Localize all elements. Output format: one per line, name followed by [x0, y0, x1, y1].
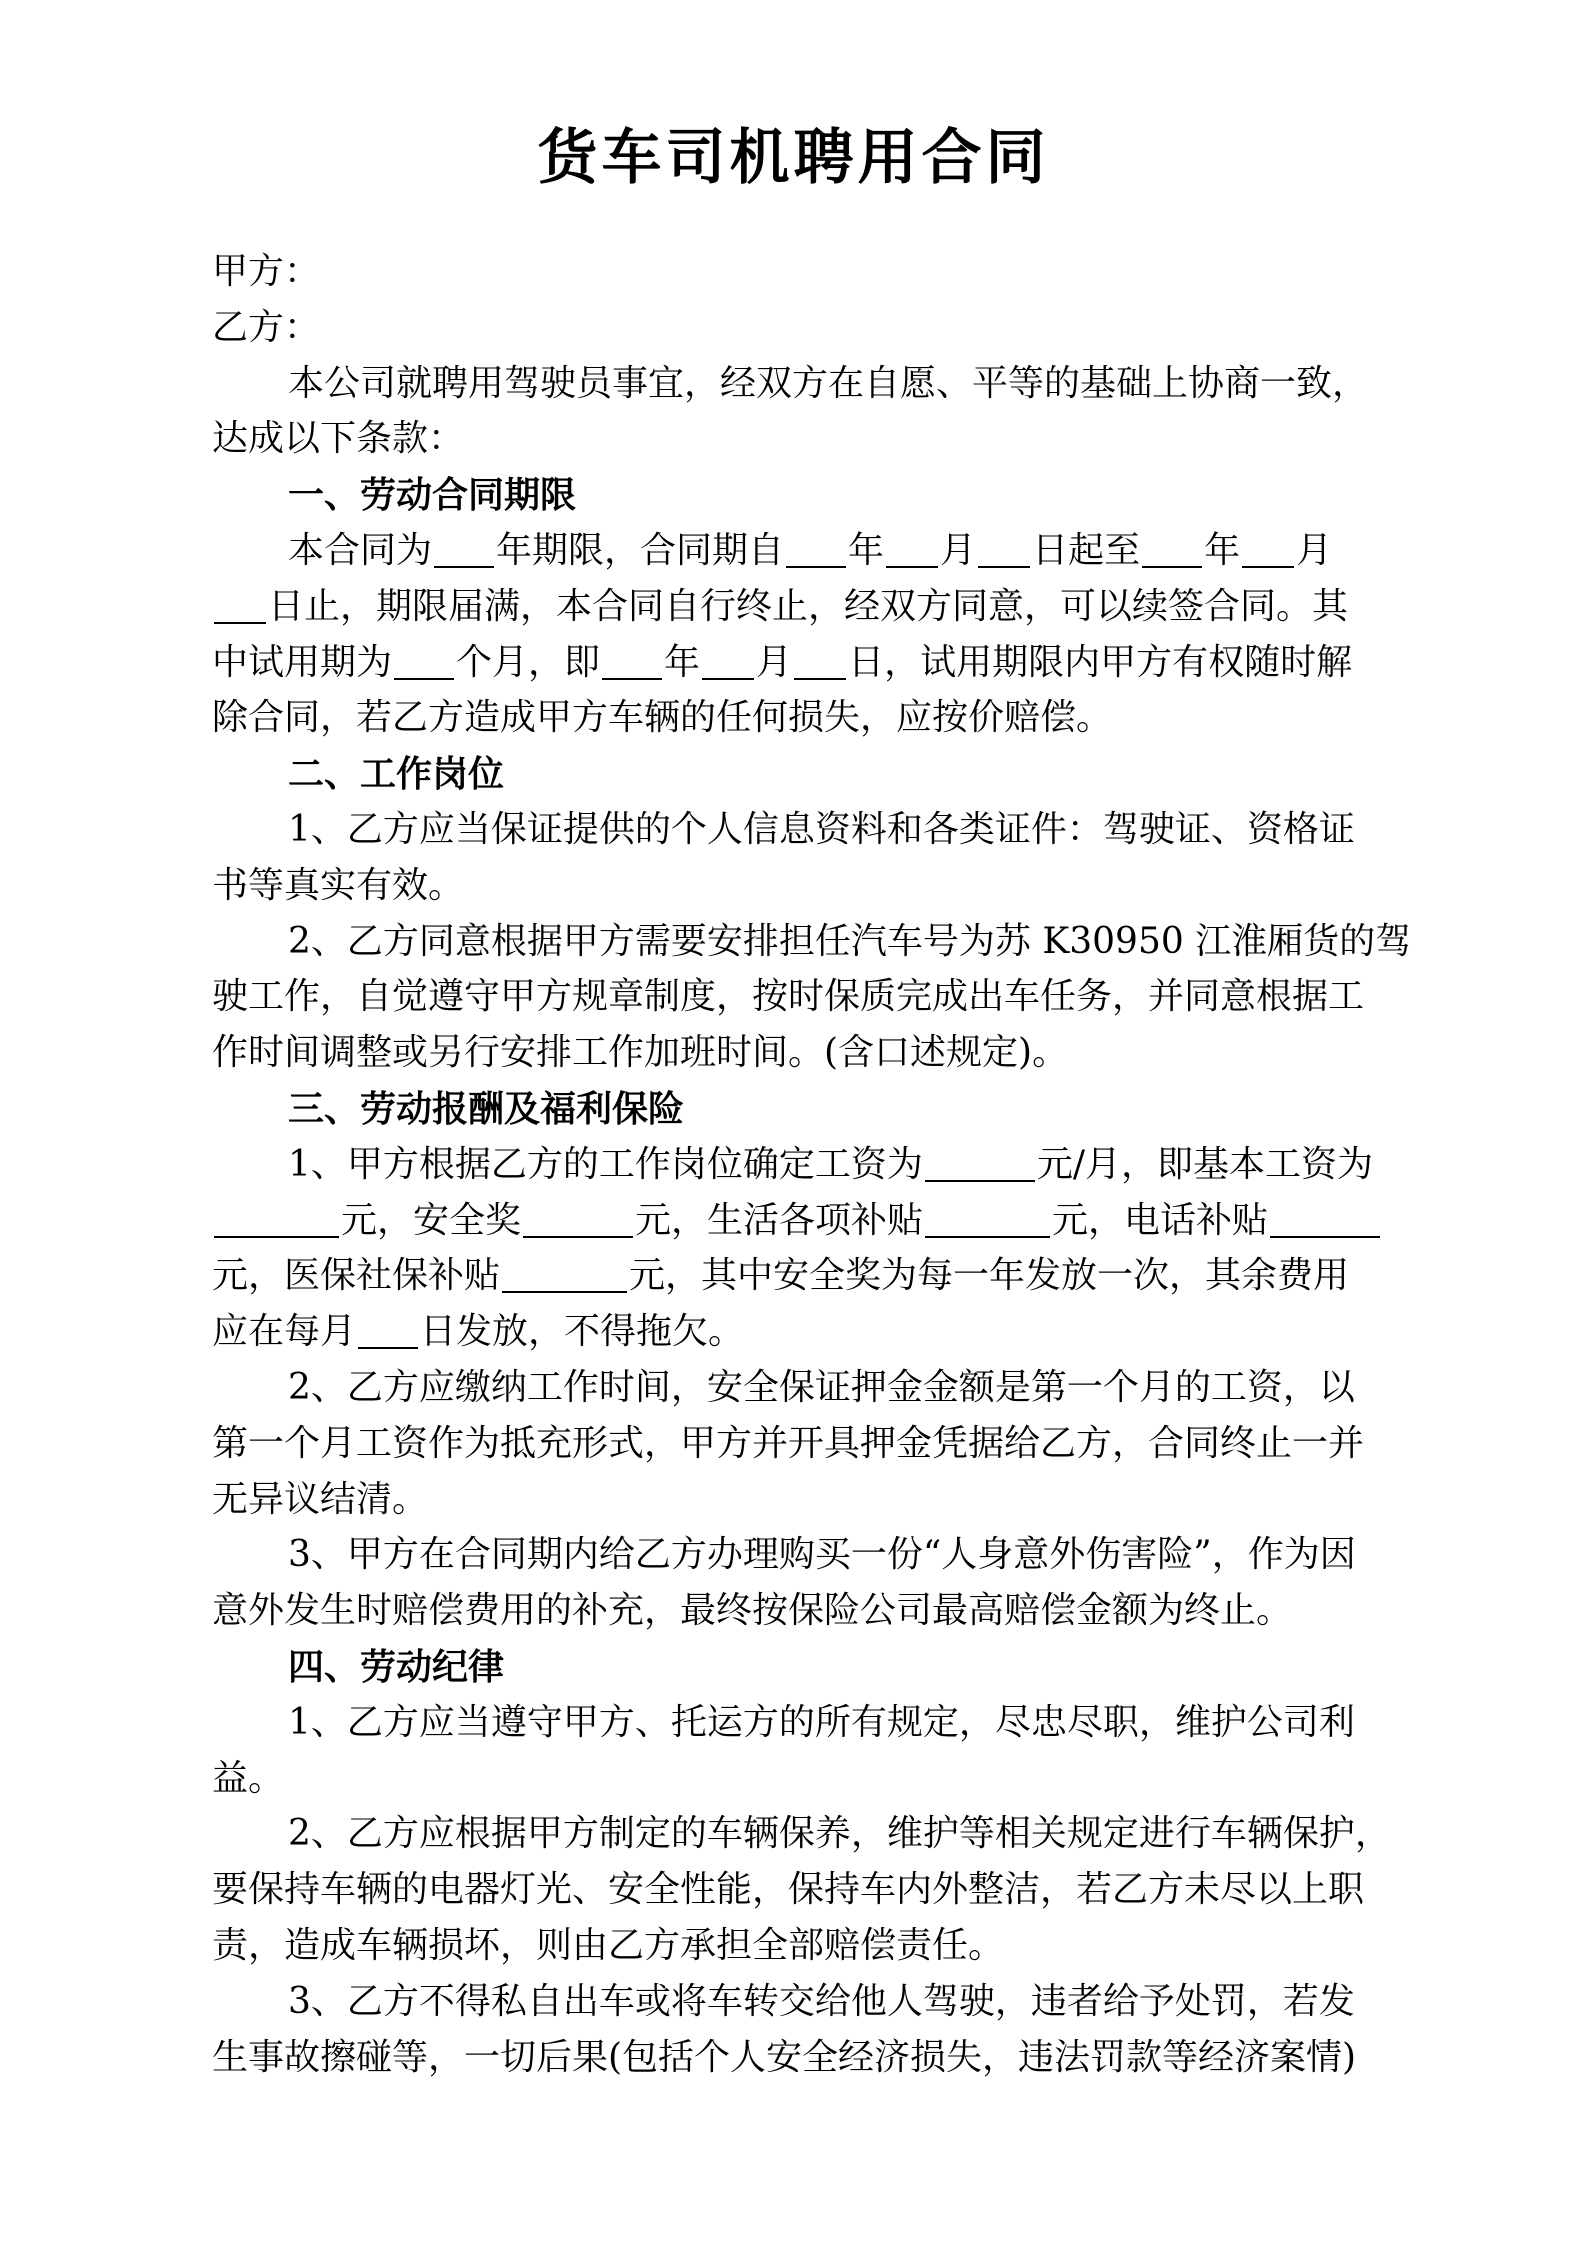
paragraph-line: 书等真实有效。	[212, 865, 465, 906]
paragraph-line: 元，医保社保补贴 元，其中安全奖为每一年发放一次，其余费用	[212, 1255, 1350, 1296]
blank-field	[214, 1206, 339, 1238]
paragraph-line: 日止，期限届满，本合同自行终止，经双方同意，可以续签合同。其	[212, 583, 1348, 631]
party-b-label: 乙方：	[212, 307, 321, 348]
paragraph-line: 作时间调整或另行安排工作加班时间。(含口述规定)。	[212, 1032, 1069, 1073]
paragraph-line: 中试用期为 个月，即 年 月 日，试用期限内甲方有权随时解	[212, 642, 1353, 683]
paragraph-line: 无异议结清。	[212, 1479, 429, 1520]
section-heading: 二、工作岗位	[288, 753, 505, 795]
blank-field	[1142, 536, 1202, 568]
paragraph-line: 3、乙方不得私自出车或将车转交给他人驾驶，违者给予处罚，若发	[288, 1981, 1355, 2022]
blank-field	[978, 536, 1030, 568]
blank-field	[394, 648, 454, 680]
paragraph-line: 2、乙方应缴纳工作时间，安全保证押金金额是第一个月的工资，以	[288, 1367, 1355, 1408]
paragraph-line: 2、乙方应根据甲方制定的车辆保养，维护等相关规定进行车辆保护，	[288, 1813, 1391, 1854]
blank-field	[1242, 536, 1294, 568]
blank-field	[602, 648, 662, 680]
section-heading: 三、劳动报酬及福利保险	[288, 1088, 685, 1130]
document-title: 货车司机聘用合同	[537, 123, 1050, 193]
paragraph-line: 元，安全奖 元，生活各项补贴 元，电话补贴	[212, 1197, 1382, 1245]
paragraph-line: 除合同，若乙方造成甲方车辆的任何损失，应按价赔偿。	[212, 697, 1113, 738]
paragraph-line: 第一个月工资作为抵充形式，甲方并开具押金凭据给乙方，合同终止一并	[212, 1423, 1365, 1464]
paragraph-line: 责，造成车辆损坏，则由乙方承担全部赔偿责任。	[212, 1925, 1005, 1966]
section-heading: 四、劳动纪律	[288, 1646, 505, 1688]
blank-field	[434, 536, 494, 568]
paragraph-line: 1、甲方根据乙方的工作岗位确定工资为 元/月，即基本工资为	[288, 1144, 1374, 1185]
paragraph-line: 益。	[212, 1758, 285, 1799]
section-heading: 一、劳动合同期限	[288, 474, 577, 516]
blank-field	[786, 536, 846, 568]
paragraph-line: 应在每月 日发放，不得拖欠。	[212, 1311, 745, 1352]
blank-field	[925, 1150, 1035, 1182]
paragraph-line: 2、乙方同意根据甲方需要安排担任汽车号为苏 K30950 江淮厢货的驾	[288, 921, 1412, 962]
paragraph-line: 本合同为 年期限，合同期自 年 月 日起至 年 月	[288, 530, 1333, 571]
blank-field	[702, 648, 754, 680]
blank-field	[1270, 1206, 1380, 1238]
paragraph-line: 驶工作，自觉遵守甲方规章制度，按时保质完成出车任务，并同意根据工	[212, 976, 1365, 1017]
party-a-label: 甲方：	[212, 251, 321, 292]
paragraph-line: 生事故擦碰等，一切后果(包括个人安全经济损失，违法罚款等经济案情)	[212, 2037, 1357, 2078]
paragraph-line: 3、甲方在合同期内给乙方办理购买一份“人身意外伤害险”，作为因	[288, 1534, 1356, 1575]
paragraph-line: 意外发生时赔偿费用的补充，最终按保险公司最高赔偿金额为终止。	[212, 1590, 1293, 1631]
blank-field	[794, 648, 846, 680]
blank-field	[925, 1206, 1050, 1238]
paragraph-line: 要保持车辆的电器灯光、安全性能，保持车内外整洁，若乙方未尽以上职	[212, 1869, 1365, 1910]
blank-field	[502, 1261, 627, 1293]
blank-field	[523, 1206, 633, 1238]
intro-line: 本公司就聘用驾驶员事宜，经双方在自愿、平等的基础上协商一致，	[288, 363, 1369, 404]
paragraph-line: 1、乙方应当保证提供的个人信息资料和各类证件：驾驶证、资格证	[288, 809, 1355, 850]
blank-field	[214, 592, 266, 624]
intro-line: 达成以下条款：	[212, 418, 465, 459]
paragraph-line: 1、乙方应当遵守甲方、托运方的所有规定，尽忠尽职，维护公司利	[288, 1702, 1355, 1743]
blank-field	[358, 1317, 418, 1349]
blank-field	[886, 536, 938, 568]
